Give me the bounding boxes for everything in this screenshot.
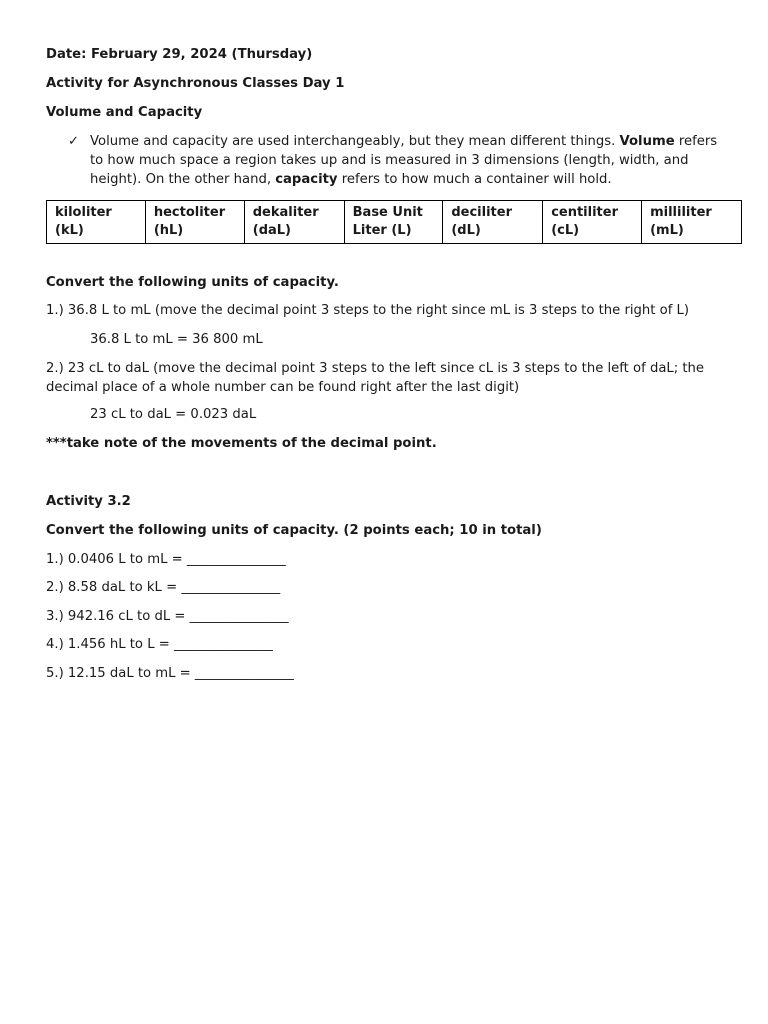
example-2-answer: 23 cL to daL = 0.023 daL xyxy=(90,407,257,422)
activity-item-3: 3.) 942.16 cL to dL = _______________ xyxy=(46,609,289,624)
date-line: Date: February 29, 2024 (Thursday) xyxy=(46,47,313,62)
units-table xyxy=(46,200,742,244)
definition-text-3: refers to how much a container will hold. xyxy=(337,172,612,187)
definition-text-2: refers to how much space a region takes up and is measured in 3 dimensions (length, width, and height). On the other hand, xyxy=(90,134,718,187)
example-1-prompt: 1.) 36.8 L to mL (move the decimal point 3 steps to the right since mL is 3 steps to the right of L) xyxy=(46,303,690,318)
table-cell-hectoliter: hectoliter (hL) xyxy=(145,201,244,244)
activity-title: Activity for Asynchronous Classes Day 1 xyxy=(46,76,345,91)
table-cell-deciliter: deciliter (dL) xyxy=(443,201,543,244)
definition-text-1: Volume and capacity are used interchangeably, but they mean different things. xyxy=(90,134,620,149)
table-cell-milliliter: milliliter (mL) xyxy=(642,201,742,244)
table-cell-liter: Base Unit Liter (L) xyxy=(344,201,443,244)
example-2-prompt: 2.) 23 cL to daL (move the decimal point 3 steps to the left since cL is 3 steps to the left of daL; the decimal place of a whole number can be found right after the last digit) xyxy=(46,361,705,395)
activity-heading: Activity 3.2 xyxy=(46,494,131,509)
activity-item-4: 4.) 1.456 hL to L = _______________ xyxy=(46,637,273,652)
topic-heading: Volume and Capacity xyxy=(46,105,203,120)
table-cell-centiliter: centiliter (cL) xyxy=(543,201,642,244)
example-1-answer: 36.8 L to mL = 36 800 mL xyxy=(90,332,263,347)
table-row xyxy=(47,201,742,244)
activity-item-5: 5.) 12.15 daL to mL = _______________ xyxy=(46,666,294,681)
check-icon: ✓ xyxy=(68,134,80,149)
capacity-term: capacity xyxy=(275,172,338,187)
table-cell-kiloliter: kiloliter (kL) xyxy=(47,201,146,244)
decimal-note: ***take note of the movements of the decimal point. xyxy=(46,436,437,451)
activity-item-2: 2.) 8.58 daL to kL = _______________ xyxy=(46,580,281,595)
volume-term: Volume xyxy=(619,134,675,149)
activity-instructions: Convert the following units of capacity. (2 points each; 10 in total) xyxy=(46,523,542,538)
definition-paragraph xyxy=(90,132,718,189)
table-cell-dekaliter: dekaliter (daL) xyxy=(244,201,344,244)
activity-item-1: 1.) 0.0406 L to mL = _______________ xyxy=(46,552,286,567)
examples-heading: Convert the following units of capacity. xyxy=(46,275,339,290)
